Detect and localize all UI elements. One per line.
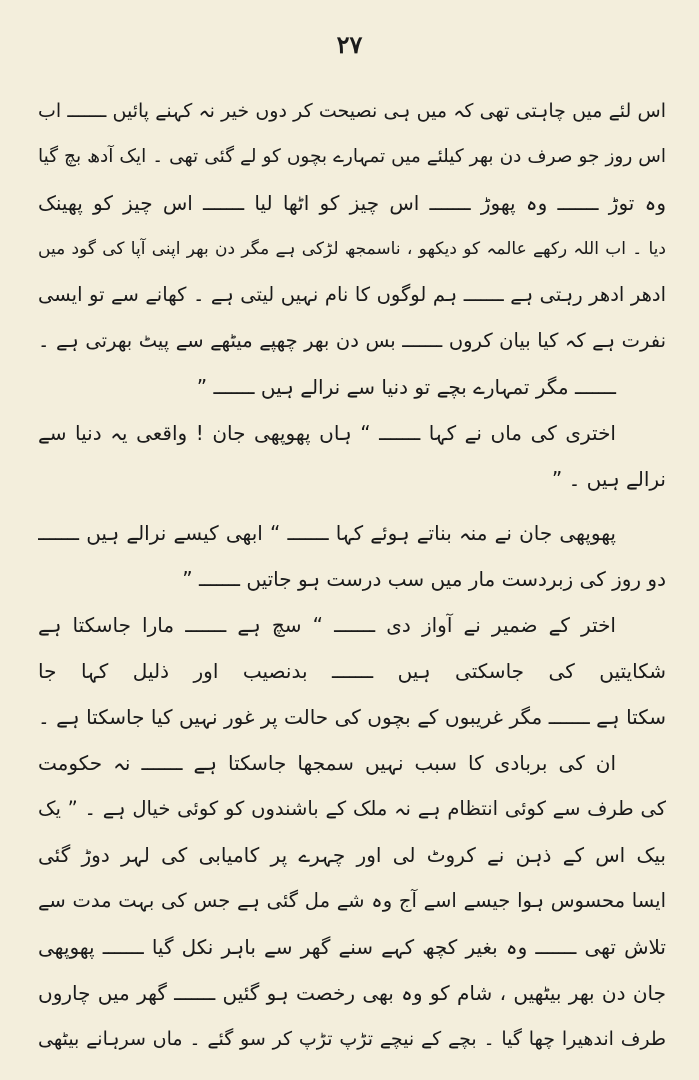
text-line: سکتا ہے ـــــــ مگر غریبوں کے بچوں کی حالت پر غور نہیں کیا جاسکتا ہے ۔ <box>38 705 666 729</box>
text-line: وہ توڑ ـــــــ وہ پھوڑ ـــــــ اس چیز کو اٹھا لیا ـــــــ اس چیز کو پھینک <box>38 191 666 215</box>
text-line: دو روز کی زبردست مار میں سب درست ہو جاتیں ـــــــ ” <box>182 567 666 591</box>
page-number: ۲۷ <box>336 30 363 59</box>
text-line: ان کی بربادی کا سبب نہیں سمجھا جاسکتا ہے ـــــــ نہ حکومت <box>38 751 616 775</box>
text-line: ایسا محسوس ہوا جیسے اسے آج وہ شے مل گئی ہے جس کی بہت مدت سے <box>38 889 666 912</box>
text-line: دیا ۔ اب اللہ رکھے عالمہ کو دیکھو ، ناسمجھ لڑکی ہے مگر دن بھر اپنی آپا کی گود میں <box>38 239 666 259</box>
text-line: ـــــــ مگر تمہارے بچے تو دنیا سے نرالے ہیں ـــــــ ” <box>196 375 616 399</box>
text-line: اختر کے ضمیر نے آواز دی ـــــــ “ سچ ہے ـــــــ مارا جاسکتا ہے <box>38 613 616 637</box>
text-line: بیک اس کے ذہن نے کروٹ لی اور چہرے پر کامیابی کی لہر دوڑ گئی <box>38 843 666 867</box>
text-line: اس روز جو صرف دن بھر کیلئے میں تمہارے بچوں کو لے گئی تھی ۔ ایک آدھ بچ گیا <box>38 146 666 167</box>
page-body-text <box>38 88 666 1062</box>
text-line: طرف اندھیرا چھا گیا ۔ بچے کے نیچے تڑپ تڑپ کر سو گئے ۔ ماں سرہانے بیٹھی <box>38 1028 666 1050</box>
text-line: ادھر ادھر رہتی ہے ـــــــ ہم لوگوں کا نام نہیں لیتی ہے ۔ کھانے سے تو ایسی <box>38 283 666 306</box>
text-line: پھوپھی جان نے منہ بناتے ہوئے کہا ـــــــ “ ابھی کیسے نرالے ہیں ـــــــ <box>38 521 616 545</box>
text-line: کی طرف سے کوئی انتظام ہے نہ ملک کے باشندوں کو کوئی خیال ہے ۔ ” یک <box>38 797 666 820</box>
text-line: اختری کی ماں نے کہا ـــــــ “ ہاں پھوپھی جان ! واقعی یہ دنیا سے <box>38 421 616 445</box>
text-line: اس لئے میں چاہتی تھی کہ میں ہی نصیحت کر دوں خیر نہ کہنے پائیں ـــــــ اب <box>38 100 666 122</box>
text-line: شکایتیں کی جاسکتی ہیں ـــــــ بدنصیب اور ذلیل کہا جا <box>38 659 666 683</box>
text-line: نفرت ہے کہ کیا بیان کروں ـــــــ بس دن بھر چھپے میٹھے سے پیٹ بھرتی ہے ۔ <box>38 329 666 352</box>
text-line: تلاش تھی ـــــــ وہ بغیر کچھ کہے سنے گھر سے باہر نکل گیا ـــــــ پھوپھی <box>38 935 666 959</box>
text-line: نرالے ہیں ۔ ” <box>551 467 666 491</box>
text-line: جان دن بھر بیٹھیں ، شام کو وہ بھی رخصت ہو گئیں ـــــــ گھر میں چاروں <box>38 981 666 1005</box>
